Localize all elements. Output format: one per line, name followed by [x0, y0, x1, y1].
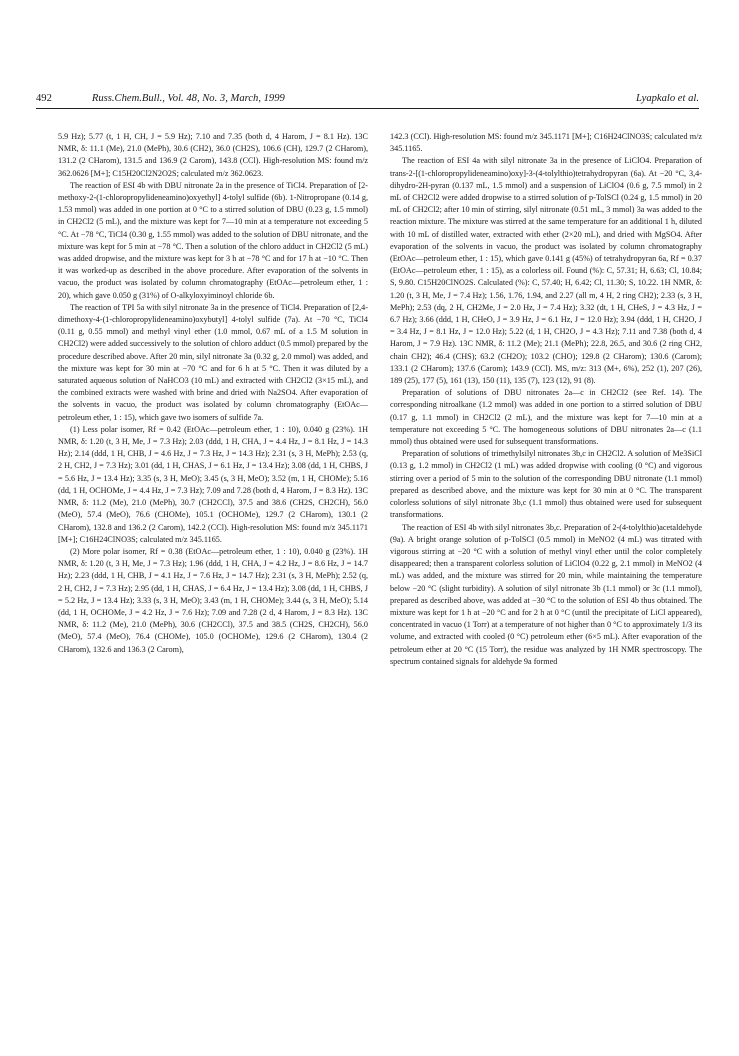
right-column	[390, 131, 702, 668]
page-number: 492	[36, 93, 52, 104]
paragraph: 142.3 (CCl). High-resolution MS: found m/z 345.1171 [M+]; C16H24ClNO3S; calculated m/z 345.1165.	[390, 132, 702, 154]
paragraph: 5.9 Hz); 5.77 (t, 1 H, CH, J = 5.9 Hz); 7.10 and 7.35 (both d, 4 Harom, J = 8.1 Hz). 13C NMR, δ: 11.1 (Me), 21.0 (MePh), 30.6 (CH2), 36.0 (CH2S), 106.6 (CH), 129.7 (2 CHarom), 131.2 (2 CHarom), 131.5 and 136.9 (2 Carom), 143.8 (CCl). High-resolution MS: found m/z 362.0626 [M+]; C15H20Cl2N2O2S; calculated m/z 362.0623.	[58, 132, 368, 178]
journal-citation: Russ.Chem.Bull., Vol. 48, No. 3, March, 1999	[91, 93, 285, 104]
running-header	[36, 92, 699, 109]
paragraph: The reaction of ESI 4a with silyl nitronate 3a in the presence of LiClO4. Preparation of trans-2-[(1-chloropropylideneamino)oxy]-3-(4-tolylthio)tetrahydropyran (6a). At −20 °C, 3,4-dihydro-2H-pyran (0.137 mL, 1.5 mmol) and a suspension of LiClO4 (0.6 g, 7.5 mmol) in 2 mL of CH2Cl2 were added dropwise to a stirred solution of p-TolSCl (0.24 g, 1.5 mmol) in 20 mL of CH2Cl2; after 10 min of stirring, silyl nitronate (0.51 mL, 3 mmol) 3a was added to the reaction mixture. The mixture was stirred at the same temperature for an additional 1 h, diluted with 10 mL of distilled water, extracted with ether (2×20 mL), and dried with MgSO4. After evaporation of the solvents in vacuo, the product was isolated by column chromatography (EtOAc—petroleum ether, 1 : 15), which gave 0.141 g (45%) of tetrahydropyran 6a, Rf = 0.37 (EtOAc—petroleum ether, 1 : 15), as a colorless oil. Found (%): C, 57.31; H, 6.63; Cl, 10.84; S, 9.80. C15H20ClNO2S. Calculated (%): C, 57.40; H, 6.42; Cl, 11.30; S, 10.22. 1H NMR, δ: 1.20 (t, 3 H, Me, J = 7.4 Hz); 1.56, 1.76, 1.94, and 2.27 (all m, 4 H, 2 ring CH2); 2.33 (s, 3 H, MePh); 2.53 (dq, 2 H, CH2Me, J = 2.0 Hz, J = 7.4 Hz); 3.32 (dt, 1 H, CHeS, J = 4.3 Hz, J = 6.7 Hz); 3.66 (ddd, 1 H, CHeO, J = 3.9 Hz, J = 6.1 Hz, J = 12.0 Hz); 3.94 (ddd, 1 H, CH2O, J = 3.4 Hz, J = 8.1 Hz, J = 12.0 Hz); 5.22 (d, 1 H, CH2O, J = 4.3 Hz); 7.11 and 7.38 (both d, 4 Harom, J = 7.9 Hz). 13C NMR, δ: 11.2 (Me); 21.1 (MePh); 22.8, 26.5, and 30.6 (2 ring CH2, chain CH2); 46.4 (CHS); 63.2 (CH2O); 103.2 (CHO); 129.8 (2 CHarom); 130.6 (Carom); 133.1 (2 CHarom); 137.6 (Carom); 143.9 (CCl). MS, m/z: 313 (M+, 6%), 252 (1), 207 (26), 189 (25), 177 (5), 161 (13), 150 (11), 135 (7), 123 (12), 91 (8).	[390, 156, 702, 386]
left-column	[58, 131, 368, 656]
paragraph: (1) Less polar isomer, Rf = 0.42 (EtOAc—petroleum ether, 1 : 10), 0.040 g (23%). 1H NMR, δ: 1.20 (t, 3 H, Me, J = 7.3 Hz); 2.03 (ddd, 1 H, CHA, J = 4.4 Hz, J = 8.1 Hz, J = 14.3 Hz); 2.14 (ddd, 1 H, CHB, J = 4.6 Hz, J = 7.3 Hz, J = 14.3 Hz); 2.31 (s, 3 H, MePh); 2.53 (q, 2 H, CH2, J = 7.3 Hz); 3.01 (dd, 1 H, CHAS, J = 6.1 Hz, J = 13.4 Hz); 3.08 (dd, 1 H, CHBS, J = 5.6 Hz, J = 13.4 Hz); 3.35 (s, 3 H, MeO); 3.45 (s, 3 H, MeO); 3.52 (m, 1 H, CHOMe); 5.16 (dd, 1 H, OCHOMe, J = 4.4 Hz, J = 7.3 Hz); 7.09 and 7.28 (both d, 4 Harom, J = 8.3 Hz). 13C NMR, δ: 11.2 (Me), 21.0 (MePh), 30.7 (CH2CCl), 37.5 and 38.6 (CH2S, CH2CH), 56.0 (MeO), 57.4 (MeO), 76.6 (CHOMe), 105.1 (OCHOMe), 129.7 (2 CHarom), 130.1 (2 CHarom), 132.8 and 136.2 (2 Carom), 142.2 (CCl). High-resolution MS: found m/z 345.1171 [M+]; C16H24ClNO3S; calculated m/z 345.1165.	[58, 424, 368, 544]
paragraph: (2) More polar isomer, Rf = 0.38 (EtOAc—petroleum ether, 1 : 10), 0.040 g (23%). 1H NMR, δ: 1.20 (t, 3 H, Me, J = 7.3 Hz); 1.96 (ddd, 1 H, CHA, J = 4.2 Hz, J = 8.6 Hz, J = 14.7 Hz); 2.23 (ddd, 1 H, CHB, J = 4.1 Hz, J = 7.6 Hz, J = 14.7 Hz); 2.31 (s, 3 H, MePh); 2.52 (q, 2 H, CH2, J = 7.3 Hz); 2.95 (dd, 1 H, CHAS, J = 6.4 Hz, J = 13.4 Hz); 3.08 (dd, 1 H, CHBS, J = 5.2 Hz, J = 13.4 Hz); 3.33 (s, 3 H, MeO); 3.43 (m, 1 H, CHOMe); 3.44 (s, 3 H, MeO); 5.14 (dd, 1 H, OCHOMe, J = 4.2 Hz, J = 7.6 Hz); 7.09 and 7.28 (2 d, 4 Harom, J = 8.3 Hz). 13C NMR, δ: 11.2 (Me), 21.0 (MePh), 30.6 (CH2CCl), 37.5 and 38.5 (CH2S, CH2CH), 56.0 (MeO), 57.4 (MeO), 76.4 (CHOMe), 105.0 (OCHOMe), 129.6 (2 CHarom), 130.4 (2 CHarom), 132.6 and 136.3 (2 Carom),	[58, 546, 368, 654]
paragraph: Preparation of solutions of trimethylsilyl nitronates 3b,c in CH2Cl2. A solution of Me3SiCl (0.13 g, 1.2 mmol) in CH2Cl2 (1 mL) was added dropwise with cooling (0 °C) and vigorous stirring over a period of 5 min to the solution of the corresponding DBU nitronate (1.1 mmol) prepared as described above, and the mixture was kept for 30 min at 0 °C. The transparent colorless solutions of silyl nitronate 3b,c (1.1 mmol) thus obtained were used for subsequent transformations.	[390, 449, 702, 520]
paragraph: The reaction of ESI 4b with DBU nitronate 2a in the presence of TiCl4. Preparation of [2-methoxy-2-(1-chloropropylideneamino)oxyethyl] 4-tolyl sulfide (6b). 1-Nitropropane (0.14 g, 1.53 mmol) was added in one portion at 0 °C to a stirred solution of DBU (0.23 g, 1.5 mmol) in CH2Cl2 (5 mL), and the mixture was kept for 7—10 min at a temperature not exceeding 5 °C. At −78 °C, TiCl4 (0.30 g, 1.55 mmol) was added to the solution of DBU nitronate, and the mixture was kept for 5 min at −78 °C. Then a solution of the chloro adduct in CH2Cl2 (5 mL) was added dropwise, and the mixture was kept for 3 h at −78 °C and for 17 h at −10 °C. Then it was worked-up as described in the above procedure. After evaporation of the solvents in vacuo, the product was isolated by column chromatography (EtOAc—petroleum ether, 1 : 20), which gave 0.050 g (31%) of O-alkyloxyiminoyl chloride 6b.	[58, 180, 368, 300]
paragraph: The reaction of TPI 5a with silyl nitronate 3a in the presence of TiCl4. Preparation of [2,4-dimethoxy-4-(1-chloropropylideneamino)oxybutyl] 4-tolyl sulfide (7a). At −70 °C, TiCl4 (0.11 g, 0.55 mmol) and methyl vinyl ether (1.0 mmol, 0.67 mL of a 1.5 M solution in CH2Cl2) were added successively to the solution of chloro adduct (0.5 mmol) prepared by the procedure described above. After 20 min, silyl nitronate 3a (0.32 g, 2.0 mmol) was added, and the mixture was kept for 30 min at −70 °C and for 6 h at 5 °C. Then it was diluted by a saturated aqueous solution of NaHCO3 (10 mL) and extracted with CH2Cl2 (3×15 mL), and the combined extracts were washed with brine and dried with Na2SO4. After evaporation of the solvents in vacuo, the product was isolated by column chromatography (EtOAc—petroleum ether, 1 : 15), which gave two isomers of sulfide 7a.	[58, 302, 368, 422]
paragraph: Preparation of solutions of DBU nitronates 2a—c in CH2Cl2 (see Ref. 14). The corresponding nitroalkane (1.2 mmol) was added in one portion to a stirred solution of DBU (0.17 g, 1.1 mmol) in CH2Cl2 (2 mL), and the mixture was kept for 7—10 min at a temperature not exceeding 5 °C. The homogeneous solutions of DBU nitronates 2a—c (1.1 mmol) thus obtained were used for subsequent transformations.	[390, 388, 702, 447]
header-left	[36, 92, 285, 106]
paragraph: The reaction of ESI 4b with silyl nitronates 3b,c. Preparation of 2-(4-tolylthio)acetaldehyde (9a). A bright orange solution of p-TolSCl (0.5 mmol) in MeNO2 (4 mL) was titrated with vigorous stirring at −20 °C with a solution of methyl vinyl ether until the color completely disappeared; then a transparent colorless solution of LiClO4 (0.22 g, 2.1 mmol) in MeNO2 (4 mL) was added, and the mixture was stirred for 20 min, while maintaining the temperature below −20 °C (slight turbidity). A solution of silyl nitronate 3b (1.1 mmol) or 3c (1.1 mmol), prepared as described above, was added at −30 °C to the solution of ESI 4b thus obtained. The mixture was kept for 1 h at −20 °C and for 2 h at 0 °C (until the precipitate of LiCl appeared), concentrated in vacuo (1 Torr) at a temperature of not higher than 0 °C to approximately 1/3 its volume, and extracted with cooled (0 °C) petroleum ether (6×5 mL). After evaporation of the petroleum ether at 20 °C (15 Torr), the residue was analyzed by 1H NMR spectroscopy. The spectrum contained signals for aldehyde 9a formed	[390, 522, 702, 666]
header-authors: Lyapkalo et al.	[636, 93, 699, 104]
